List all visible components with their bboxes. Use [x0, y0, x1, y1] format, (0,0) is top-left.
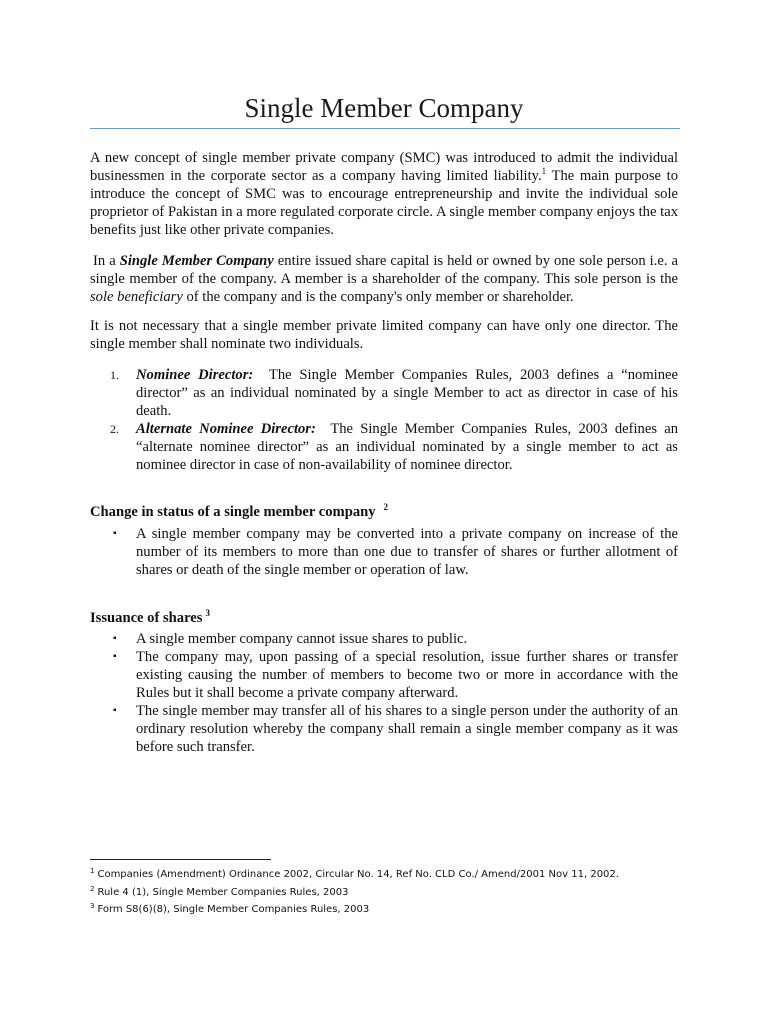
list-item	[90, 525, 678, 579]
footnote-ref-1[interactable]: 1	[541, 166, 547, 176]
directors-paragraph	[90, 317, 678, 353]
directors-text: It is not necessary that a single member private limited company can have only one director. The single member shall nominate two individuals.	[90, 318, 678, 352]
director-list	[90, 366, 678, 474]
list-item	[90, 366, 678, 420]
footnote	[90, 901, 619, 919]
footnote	[90, 884, 619, 902]
intro-paragraph	[90, 149, 678, 239]
bullet-text: A single member company cannot issue shares to public.	[136, 631, 468, 647]
intro-text-b: The main purpose to introduce the concept of SMC was to encourage entrepreneurship and invite the individual sole proprietor of Pakistan in a more regulated corporate circle. A single member company enjoys the tax benefits just like other private companies.	[90, 168, 678, 238]
definition-term: Single Member Company	[119, 253, 274, 269]
bullet-icon: ▪	[113, 528, 117, 539]
definition-text-2: entire issued share capital is held or owned by one sole person i.e. a single member of the company. A member is a shareholder of the company. This sole person is the	[90, 253, 678, 287]
bullet-text: The single member may transfer all of his shares to a single person under the authority of an ordinary resolution whereby the company shall remain a single member company as it was before such transfer.	[136, 703, 678, 755]
list-number: 1.	[110, 368, 119, 382]
definition-text-3: of the company and is the company's only member or shareholder.	[182, 289, 574, 305]
footnote-text: Companies (Amendment) Ordinance 2002, Circular No. 14, Ref No. CLD Co./ Amend/2001 Nov 11, 2002.	[97, 869, 619, 880]
bullet-text: A single member company may be converted into a private company on increase of the number of its members to more than one due to transfer of shares or further allotment of shares or death of the single member or operation of law.	[136, 526, 678, 578]
footnote-number: 1	[90, 867, 95, 875]
list-item	[90, 648, 678, 702]
shares-heading-text: Issuance of shares	[90, 610, 203, 626]
list-item	[90, 420, 678, 474]
bullet-icon: ▪	[113, 633, 117, 644]
bullet-icon: ▪	[113, 651, 117, 662]
status-heading-text: Change in status of a single member company	[90, 504, 376, 520]
footnote-ref-2[interactable]: 2	[383, 502, 389, 512]
shares-bullets	[90, 630, 678, 756]
footnote-number: 3	[90, 902, 95, 910]
director-text: The Single Member Companies Rules, 2003 defines a “nominee director” as an individual nominated by a single Member to act as director in case of his death.	[136, 367, 678, 419]
list-item	[90, 702, 678, 756]
status-bullets	[90, 525, 678, 579]
page-title: Single Member Company	[244, 93, 524, 123]
footnote-ref-3[interactable]: 3	[205, 608, 210, 618]
footnote	[90, 866, 619, 884]
bullet-text: The company may, upon passing of a special resolution, issue further shares or transfer existing causing the number of members to become two or more in accordance with the Rules but it shall become a private company afterward.	[136, 649, 678, 701]
footnote-number: 2	[90, 884, 95, 893]
footnote-text: Form S8(6)(8), Single Member Companies Rules, 2003	[97, 904, 370, 915]
status-heading	[90, 503, 388, 521]
definition-italic: sole beneficiary	[90, 289, 183, 305]
footnote-separator	[90, 859, 271, 860]
director-text: The Single Member Companies Rules, 2003 defines an “alternate nominee director” as an individual nominated by a single member to act as nominee director in case of non-availability of nominee director.	[136, 421, 679, 473]
list-number: 2.	[110, 422, 119, 436]
title-underline	[90, 128, 680, 129]
director-term: Alternate Nominee Director:	[136, 421, 316, 437]
director-term: Nominee Director:	[136, 367, 254, 383]
shares-heading	[90, 609, 210, 627]
list-item	[90, 630, 678, 648]
footnotes	[90, 866, 619, 919]
definition-text-1: In a	[93, 253, 120, 269]
footnote-text: Rule 4 (1), Single Member Companies Rules, 2003	[97, 886, 349, 898]
intro-text-a: A new concept of single member private company (SMC) was introduced to admit the individual businessmen in the corporate sector as a company having limited liability.	[90, 150, 678, 184]
bullet-icon: ▪	[113, 705, 117, 716]
definition-paragraph	[90, 252, 678, 306]
